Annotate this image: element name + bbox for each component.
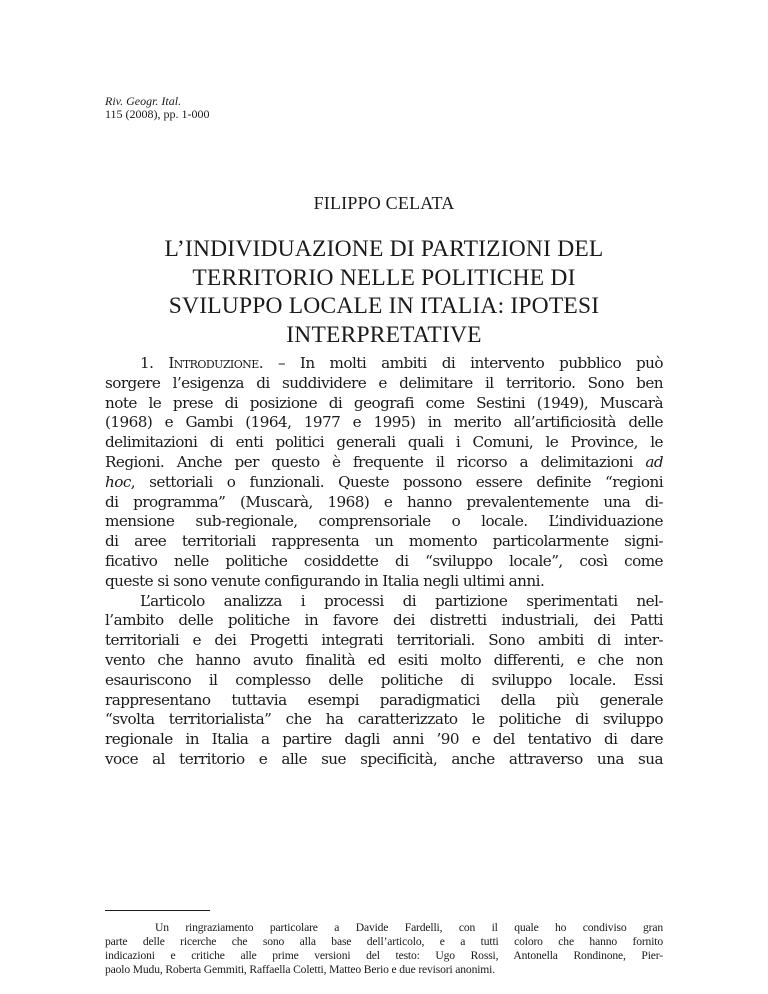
body-line: 1. Introduzione. – In molti ambiti di intervento pubblico può xyxy=(140,354,663,372)
body-line: ficativo nelle politiche cosiddette di “sviluppo locale”, così come xyxy=(105,551,663,570)
body-line: di aree territoriali rappresenta un momento particolarmente signi- xyxy=(105,532,663,551)
footnote-line: indicazioni e critiche alle prime versioni del testo: Ugo Rossi, Antonella Rondinone, Pier- xyxy=(105,949,663,962)
body-line: territoriali e dei Progetti integrati territoriali. Sono ambiti di inter- xyxy=(105,631,663,650)
title-line: INTERPRETATIVE xyxy=(286,321,482,348)
body-line: delimitazioni di enti politici generali quali i Comuni, le Province, le xyxy=(105,433,663,452)
footnote-divider xyxy=(105,910,210,911)
body-line: hoc, settoriali o funzionali. Queste possono essere definite “regioni xyxy=(105,472,663,491)
section-heading: Introduzione xyxy=(168,354,259,372)
body-line: sorgere l’esigenza di suddividere e delimitare il territorio. Sono ben xyxy=(105,373,663,392)
article-title xyxy=(90,235,678,349)
section-number: 1. xyxy=(140,354,169,372)
body-line: l’ambito delle politiche in favore dei distretti industriali, dei Patti xyxy=(105,611,663,630)
body-line: mensione sub-regionale, comprensoriale o locale. L’individuazione xyxy=(105,512,663,531)
body-line: rappresentano tuttavia esempi paradigmatici della più generale xyxy=(105,690,663,709)
body-line: esauriscono il complesso delle politiche di sviluppo locale. Essi xyxy=(105,670,663,689)
author-name: FILIPPO CELATA xyxy=(313,193,455,213)
body-line: (1968) e Gambi (1964, 1977 e 1995) in merito all’artificiosità delle xyxy=(105,413,663,432)
journal-citation xyxy=(105,95,210,121)
body-line: queste si sono venute configurando in Italia negli ultimi anni. xyxy=(105,571,545,590)
title-line: L’INDIVIDUAZIONE DI PARTIZIONI DEL xyxy=(164,236,604,262)
body-text xyxy=(105,354,663,770)
footnote-line: paolo Mudu, Roberta Gemmiti, Raffaella Coletti, Matteo Berio e due revisori anonimi. xyxy=(105,963,495,976)
journal-issue: 115 (2008), pp. 1-000 xyxy=(105,107,210,121)
journal-title: Riv. Geogr. Ital. xyxy=(105,94,182,108)
title-line: TERRITORIO NELLE POLITICHE DI xyxy=(192,264,576,291)
body-line: note le prese di posizione di geografi come Sestini (1949), Muscarà xyxy=(105,393,663,412)
body-line: “svolta territorialista” che ha caratterizzato le politiche di sviluppo xyxy=(105,710,663,729)
body-line: di programma” (Muscarà, 1968) e hanno prevalentemente una di- xyxy=(105,492,663,511)
footnote xyxy=(105,921,663,977)
footnote-line: parte delle ricerche che sono alla base dell’articolo, e a tutti coloro che hanno fornito xyxy=(105,935,663,948)
body-line: L’articolo analizza i processi di partizione sperimentati nel- xyxy=(140,591,663,610)
title-line: SVILUPPO LOCALE IN ITALIA: IPOTESI xyxy=(168,293,600,319)
body-line: voce al territorio e alle sue specificità, anche attraverso una sua xyxy=(105,749,663,768)
footnote-line: Un ringraziamento particolare a Davide Fardelli, con il quale ho condiviso gran xyxy=(155,921,663,934)
body-line: regionale in Italia a partire dagli anni ’90 e del tentativo di dare xyxy=(105,730,663,749)
body-line: Regioni. Anche per questo è frequente il ricorso a delimitazioni ad xyxy=(105,452,663,471)
body-line: vento che hanno avuto finalità ed esiti molto differenti, e che non xyxy=(105,650,663,669)
